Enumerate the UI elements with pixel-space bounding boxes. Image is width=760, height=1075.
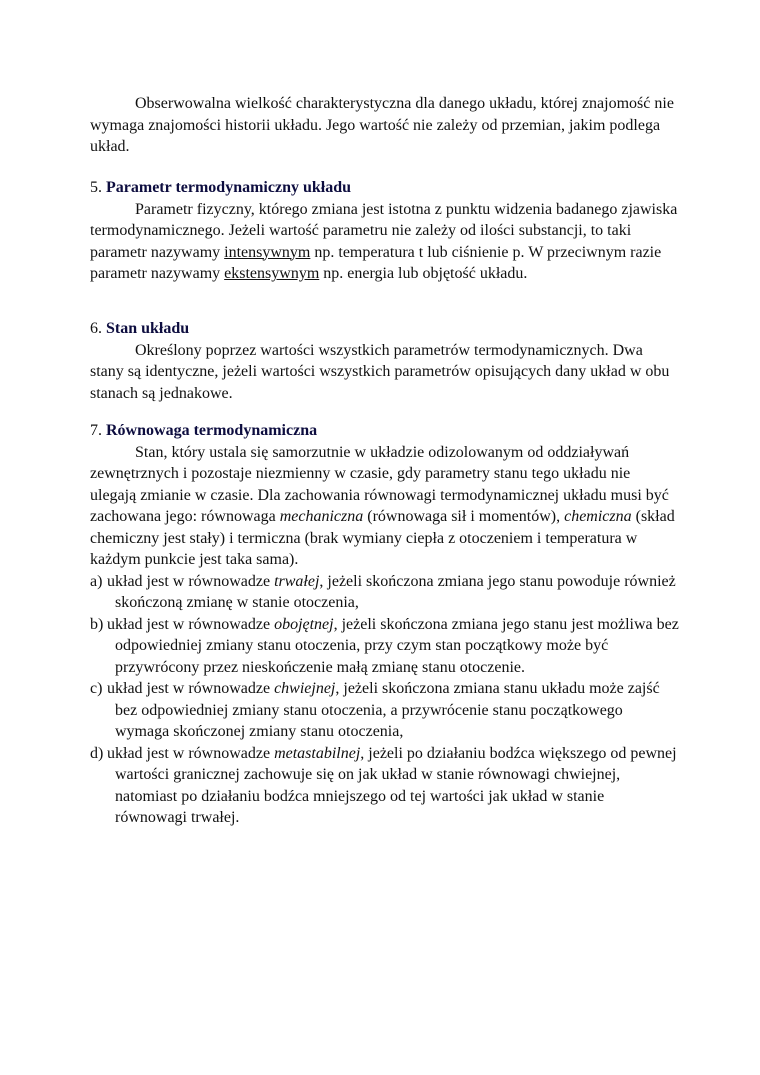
- term-chemiczna: chemiczna: [564, 508, 632, 525]
- section-7-number: 7.: [90, 422, 102, 439]
- list-item-text: [107, 614, 680, 679]
- list-item: [90, 614, 680, 679]
- list-item-text: [107, 571, 680, 614]
- list-item-post: , jeżeli skończona zmiana stanu układu może zajść bez odpowiedniej zmiany stanu otoczenia, a przywrócenie stanu początkowego wymaga skończonej zmiany stanu otoczenia,: [115, 680, 660, 740]
- section-5: [90, 177, 680, 285]
- s7-text-3: (skład chemiczny jest stały) i termiczna (brak wymiany ciepła z otoczeniem i temperatura w każdym punkcie jest taka sama).: [90, 508, 675, 568]
- list-item-post: , jeżeli skończona zmiana jego stanu jest możliwa bez odpowiedniej zmiany stanu otoczenia, przy czym stan początkowy może być przywrócony przez nieskończenie małą zmianę stanu otoczenie.: [115, 615, 679, 676]
- equilibrium-list: [90, 571, 680, 829]
- section-6-title: Stan układu: [106, 320, 190, 337]
- section-6-paragraph: Określony poprzez wartości wszystkich parametrów termodynamicznych. Dwa stany są identyczne, jeżeli wartości wszystkich parametrów opisujących dany układ w obu stanach są jednakowe.: [90, 341, 670, 402]
- section-5-heading: [90, 177, 680, 199]
- list-item-post: , jeżeli po działaniu bodźca większego od pewnej wartości granicznej zachowuje się on jak układ w stanie równowagi chwiejnej, natomiast po działaniu bodźca mniejszego od tej wartości jak układ w stanie równowagi trwałej.: [115, 744, 677, 826]
- section-5-paragraph: [90, 199, 680, 285]
- term-metastabilnej: metastabilnej: [274, 744, 361, 762]
- list-item-pre: układ jest w równowadze: [107, 615, 275, 633]
- section-6-number: 6.: [90, 320, 102, 337]
- s5-text-2: np. temperatura t lub ciśnienie p. W przeciwnym razie parametr nazywamy: [90, 243, 662, 282]
- list-marker: b): [90, 615, 104, 633]
- s7-text-2: (równowaga sił i momentów),: [363, 508, 565, 525]
- term-ekstensywnym: ekstensywnym: [224, 265, 320, 282]
- list-item: [90, 571, 680, 614]
- section-6-heading: [90, 318, 680, 340]
- section-7-paragraph: [90, 442, 680, 571]
- section-7: [90, 420, 680, 829]
- list-marker: c): [90, 680, 103, 697]
- term-obojetnej: obojętnej: [274, 615, 334, 633]
- section-5-number: 5.: [90, 179, 102, 196]
- list-item-pre: układ jest w równowadze: [107, 744, 275, 762]
- list-item-text: [107, 743, 680, 829]
- term-intensywnym: intensywnym: [224, 243, 311, 261]
- s5-text-1: Parametr fizyczny, którego zmiana jest istotna z punktu widzenia badanego zjawiska termodynamicznego. Jeżeli wartość parametru nie zależy od ilości substancji, to taki parametr nazywamy: [90, 200, 678, 261]
- intro-section: [90, 93, 680, 158]
- s5-text-3: np. energia lub objętość układu.: [319, 265, 528, 282]
- section-7-heading: [90, 420, 680, 442]
- term-chwiejnej: chwiejnej: [274, 680, 336, 697]
- section-6: [90, 318, 680, 404]
- list-item: [90, 678, 680, 743]
- s7-text-1: Stan, który ustala się samorzutnie w układzie odizolowanym od oddziaływań zewnętrznych i pozostaje niezmienny w czasie, gdy parametry stanu tego układu nie ulegają zmianie w czasie. Dla zachowania równowagi termodynamicznej układu musi być zachowana jego: równowaga: [90, 443, 669, 525]
- term-trwalej: trwałej: [274, 572, 320, 590]
- list-marker: a): [90, 572, 103, 590]
- list-marker: d): [90, 744, 104, 762]
- list-item-pre: układ jest w równowadze: [107, 680, 275, 697]
- list-item: [90, 743, 680, 829]
- list-item-post: , jeżeli skończona zmiana jego stanu powoduje również skończoną zmianę w stanie otoczenia,: [115, 572, 676, 611]
- section-5-title: Parametr termodynamiczny układu: [106, 179, 352, 196]
- list-item-text: [107, 678, 680, 743]
- list-item-pre: układ jest w równowadze: [107, 572, 275, 590]
- term-mechaniczna: mechaniczna: [279, 508, 364, 525]
- section-7-title: Równowaga termodynamiczna: [106, 422, 318, 439]
- intro-paragraph: Obserwowalna wielkość charakterystyczna dla danego układu, której znajomość nie wymaga znajomości historii układu. Jego wartość nie zależy od przemian, jakim podlega układ.: [90, 95, 674, 155]
